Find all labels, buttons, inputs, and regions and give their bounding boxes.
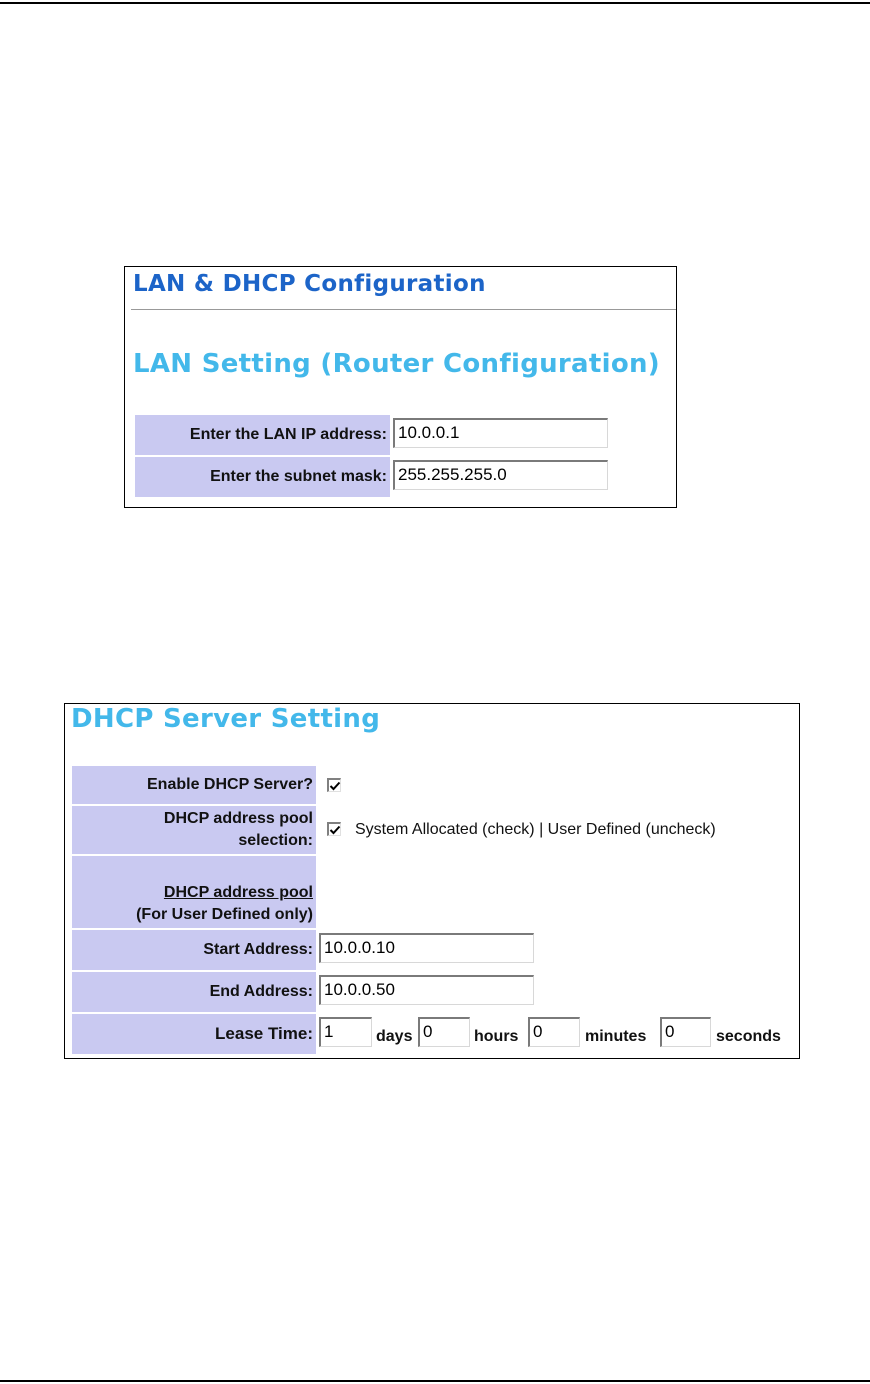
dhcp-setting-heading: DHCP Server Setting <box>71 704 381 734</box>
lan-ip-label: Enter the LAN IP address: <box>135 415 390 455</box>
lease-minutes-input[interactable]: 0 <box>528 1017 580 1047</box>
end-address-input[interactable]: 10.0.0.50 <box>319 975 534 1005</box>
address-pool-note: (For User Defined only) <box>136 906 313 923</box>
pool-selection-label-line2: selection: <box>238 832 313 849</box>
end-address-label: End Address: <box>72 972 316 1012</box>
page-title: LAN & DHCP Configuration <box>133 271 486 297</box>
enable-dhcp-label: Enable DHCP Server? <box>72 766 316 804</box>
pool-selection-hint: System Allocated (check) | User Defined (uncheck) <box>355 821 716 838</box>
pool-selection-checkbox[interactable] <box>327 822 341 836</box>
checkmark-icon <box>329 780 341 792</box>
lan-config-panel <box>124 266 677 508</box>
lan-setting-heading: LAN Setting (Router Configuration) <box>133 349 660 379</box>
dhcp-server-panel <box>64 703 800 1059</box>
subnet-mask-label: Enter the subnet mask: <box>135 457 390 497</box>
bottom-rule <box>0 1380 870 1382</box>
hours-unit-label: hours <box>474 1028 519 1045</box>
title-divider <box>131 309 676 310</box>
pool-selection-label <box>72 806 316 854</box>
lease-seconds-input[interactable]: 0 <box>660 1017 711 1047</box>
minutes-unit-label: minutes <box>585 1028 647 1045</box>
start-address-input[interactable]: 10.0.0.10 <box>319 933 534 963</box>
subnet-mask-input[interactable]: 255.255.255.0 <box>393 460 608 490</box>
top-rule <box>0 2 870 4</box>
pool-selection-label-line1: DHCP address pool <box>163 810 313 827</box>
address-pool-heading: DHCP address pool <box>163 884 313 901</box>
checkmark-icon <box>329 824 341 836</box>
address-pool-label <box>72 856 316 928</box>
lease-time-label: Lease Time: <box>72 1014 316 1054</box>
seconds-unit-label: seconds <box>716 1028 781 1045</box>
start-address-label: Start Address: <box>72 930 316 970</box>
days-unit-label: days <box>376 1028 413 1045</box>
lease-hours-input[interactable]: 0 <box>418 1017 470 1047</box>
enable-dhcp-checkbox[interactable] <box>327 778 341 792</box>
lease-days-input[interactable]: 1 <box>319 1017 372 1047</box>
lan-ip-input[interactable]: 10.0.0.1 <box>393 418 608 448</box>
